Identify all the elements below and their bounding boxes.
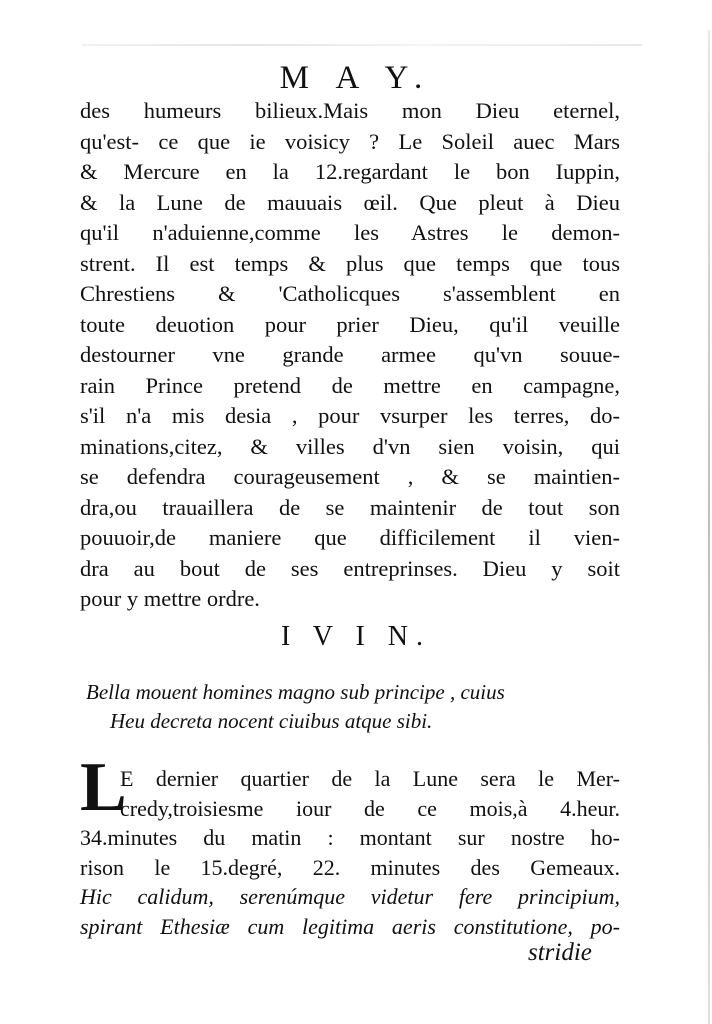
text-line: qu'est- ce que ie voisicy ? Le Soleil auec Mars <box>80 128 620 154</box>
catchword: stridie <box>528 939 592 966</box>
page-edge <box>708 30 710 1024</box>
text-line: minations,citez, & villes d'vn sien voisin, qui <box>80 433 620 459</box>
text-line: rison le 15.degré, 22. minutes des Gemeaux. <box>80 854 620 880</box>
text-line: toute deuotion pour prier Dieu, qu'il veuille <box>80 311 620 337</box>
text-line: dra,ou trauaillera de se maintenir de tout son <box>80 494 620 520</box>
text-line: 34.minutes du matin : montant sur nostre ho- <box>80 825 620 850</box>
text-line: rain Prince pretend de mettre en campagne, <box>80 372 620 398</box>
text-line: credy,troisiesme iour de ce mois,à 4.heur. <box>120 795 620 821</box>
italic-line: Hic calidum, serenúmque videtur fere principium, <box>80 884 620 909</box>
text-line: destourner vne grande armee qu'vn souue- <box>80 342 620 367</box>
june-paragraph <box>80 764 620 941</box>
text-line: pour y mettre ordre. <box>80 586 260 611</box>
text-line: & Mercure en la 12.regardant le bon Iuppin, <box>80 159 620 184</box>
italic-line: spirant Ethesiæ cum legitima aeris constitutione, po- <box>80 913 620 939</box>
text-line: des humeurs bilieux.Mais mon Dieu eternel, <box>80 98 620 123</box>
text-line: pouuoir,de maniere que difficilement il vien- <box>80 525 620 550</box>
epigraph <box>86 678 626 736</box>
drop-cap: L <box>80 749 127 826</box>
epigraph-line: Heu decreta nocent ciuibus atque sibi. <box>110 709 433 733</box>
text-line: & la Lune de mauuais œil. Que pleut à Dieu <box>80 189 620 215</box>
text-line: qu'il n'aduienne,comme les Astres le demon- <box>80 220 620 245</box>
text-line: dra au bout de ses entreprinses. Dieu y soit <box>80 555 620 581</box>
text-line: Chrestiens & 'Catholicques s'assemblent en <box>80 281 620 306</box>
scan-edge-mark <box>82 44 642 46</box>
text-line: s'il n'a mis desia , pour vsurper les terres, do- <box>80 403 620 428</box>
text-line: se defendra courageusement , & se maintien- <box>80 464 620 489</box>
section-title: I V I N. <box>280 621 432 652</box>
text-line: E dernier quartier de la Lune sera le Mer- <box>120 766 620 791</box>
running-head: M A Y. <box>279 60 433 96</box>
text-line: strent. Il est temps & plus que temps que tous <box>80 250 620 276</box>
may-paragraph <box>80 96 620 615</box>
epigraph-line: Bella mouent homines magno sub principe , cuius <box>86 680 505 704</box>
